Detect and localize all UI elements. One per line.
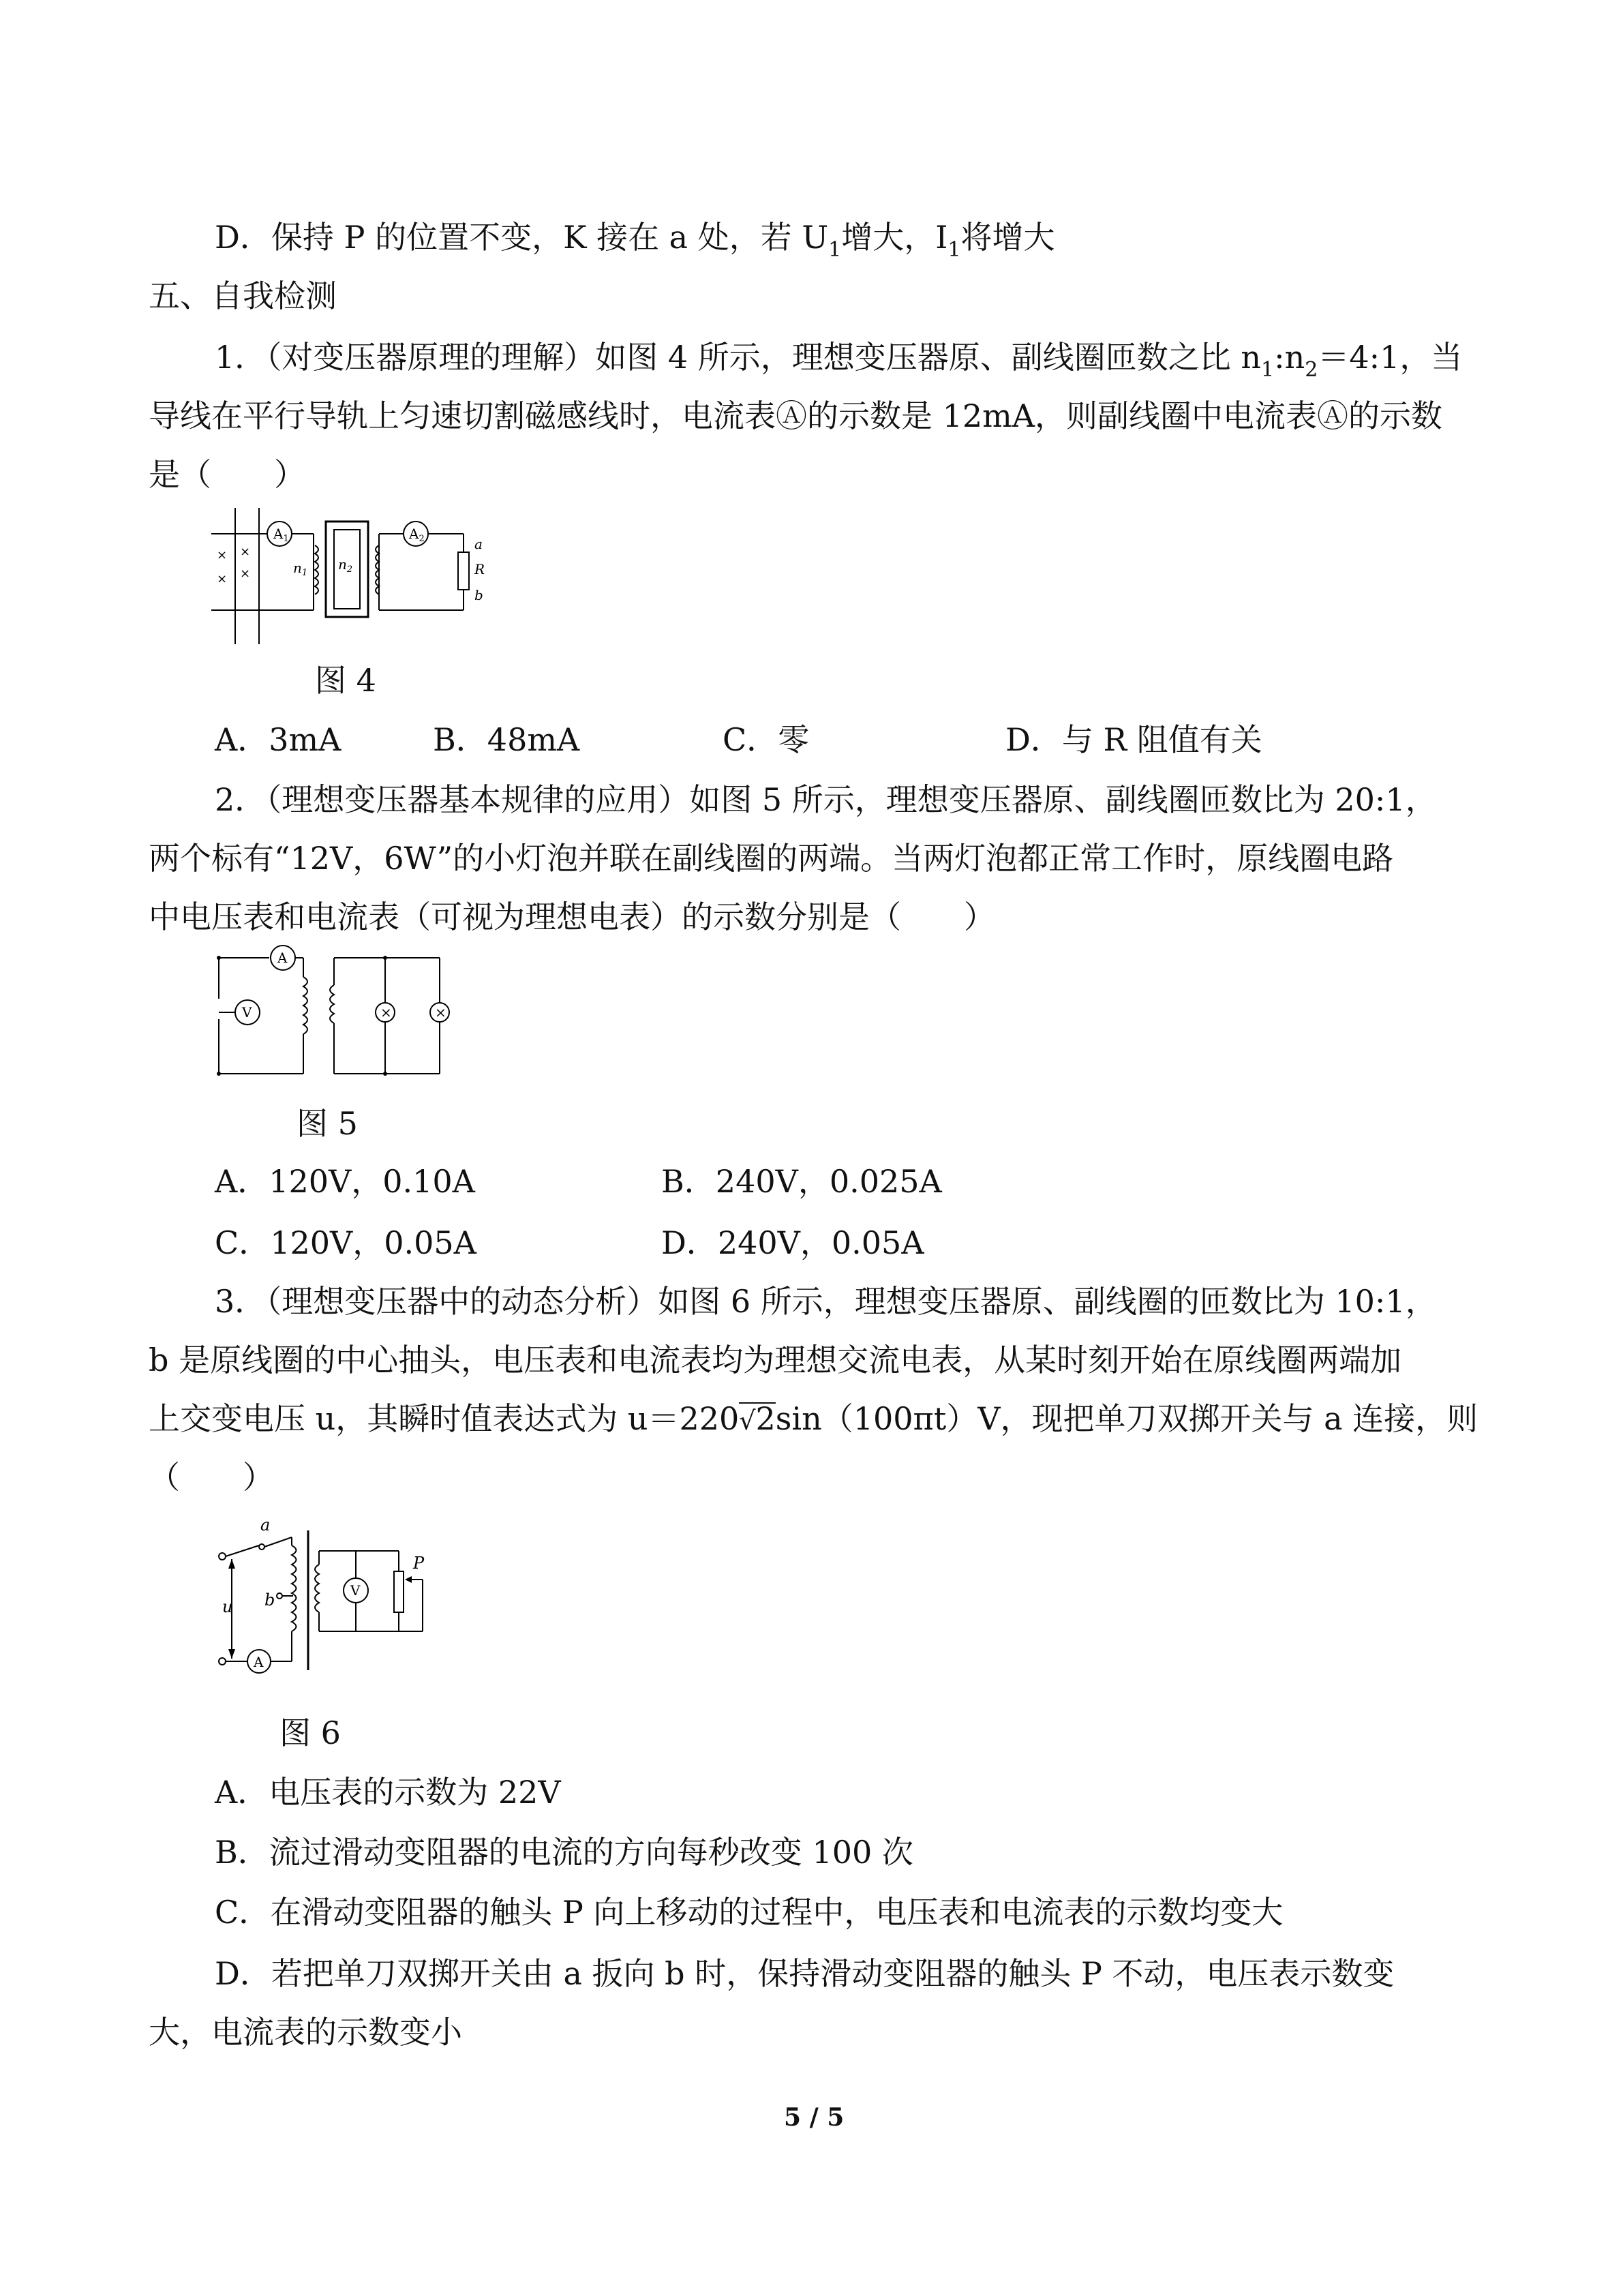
field-mark: ×	[240, 545, 251, 559]
voltmeter-label: V	[350, 1582, 361, 1599]
q3-line1: 3．（理想变压器中的动态分析）如图 6 所示，理想变压器原、副线圈的匝数比为 10:1，	[215, 1283, 1437, 1320]
terminal-b: b	[474, 587, 483, 603]
resistor-r: R	[474, 561, 485, 577]
q2-option-a: A．120V，0.10A	[215, 1163, 475, 1200]
switch-a-label: a	[260, 1515, 271, 1535]
q2-line3: 中电压表和电流表（可视为理想电表）的示数分别是（ ）	[149, 898, 995, 935]
q2-line1: 2．（理想变压器基本规律的应用）如图 5 所示，理想变压器原、副线圈匝数比为 20:1，	[215, 781, 1437, 818]
q2-option-c: C．120V，0.05A	[215, 1224, 476, 1261]
n1-label: $n_1$	[293, 560, 308, 578]
q1-line3: 是（ ）	[149, 456, 305, 493]
ammeter-a2-label: $A_2$	[409, 526, 425, 544]
q1-option-c: C．零	[723, 721, 810, 758]
ammeter-label: A	[277, 950, 288, 966]
voltmeter-label: V	[242, 1004, 252, 1021]
q3-line3: 上交变电压 u，其瞬时值表达式为 u＝220√2sin（100πt）V，现把单刀双掷开关与 a 连接，则	[149, 1400, 1478, 1437]
field-mark: ×	[217, 548, 228, 562]
figure-4-label: 图 4	[315, 662, 376, 699]
q3-option-b: B．流过滑动变阻器的电流的方向每秒改变 100 次	[215, 1834, 913, 1871]
slider-p-label: P	[413, 1554, 425, 1573]
ammeter-a1-label: $A_1$	[273, 526, 289, 544]
figure-6-label: 图 6	[279, 1715, 341, 1751]
q3-option-c: C．在滑动变阻器的触头 P 向上移动的过程中，电压表和电流表的示数均变大	[215, 1894, 1284, 1931]
lamp-1-icon: ×	[380, 1004, 392, 1021]
q2-line2: 两个标有“12V，6W”的小灯泡并联在副线圈的两端。当两灯泡都正常工作时，原线圈电路	[149, 840, 1394, 877]
voltage-u-label: u	[222, 1597, 233, 1616]
terminal-a: a	[474, 536, 483, 552]
figure-6-circuit	[211, 1503, 443, 1677]
field-mark: ×	[240, 567, 251, 581]
q3-option-a: A．电压表的示数为 22V	[215, 1774, 561, 1811]
figure-5-circuit	[215, 944, 453, 1081]
q1-option-d: D．与 R 阻值有关	[1005, 721, 1262, 758]
q3-line4: （ ）	[149, 1459, 274, 1496]
n2-label: $n_2$	[338, 556, 353, 575]
q1-line2: 导线在平行导轨上匀速切割磁感线时，电流表Ⓐ的示数是 12mA，则副线圈中电流表Ⓐ的示数	[149, 397, 1442, 434]
ammeter-label: A	[254, 1654, 264, 1670]
prev-option-d: D．保持 P 的位置不变，K 接在 a 处，若 $U_1$增大，$I_1$将增大	[215, 219, 1055, 262]
page-number: 5 / 5	[784, 2103, 845, 2132]
q2-option-d: D．240V，0.05A	[661, 1224, 924, 1261]
tap-b-label: b	[264, 1590, 275, 1610]
q3-line2: b 是原线圈的中心抽头，电压表和电流表均为理想交流电表，从某时刻开始在原线圈两端加	[149, 1342, 1402, 1378]
lamp-2-icon: ×	[435, 1004, 446, 1021]
figure-5-label: 图 5	[297, 1105, 358, 1142]
q2-option-b: B．240V，0.025A	[661, 1163, 942, 1200]
section-title: 五、自我检测	[149, 277, 337, 314]
q3-option-d: D．若把单刀双掷开关由 a 扳向 b 时，保持滑动变阻器的触头 P 不动，电压表示数变	[215, 1955, 1395, 1992]
figure-4-circuit	[211, 508, 498, 644]
q3-option-d-cont: 大，电流表的示数变小	[149, 2014, 462, 2051]
q1-line1: 1．（对变压器原理的理解）如图 4 所示，理想变压器原、副线圈匝数之比 $n_1:n_2=4:1$，当	[215, 339, 1463, 382]
q1-option-a: A．3mA	[215, 721, 342, 758]
q1-option-b: B．48mA	[433, 721, 580, 758]
field-mark: ×	[217, 572, 228, 586]
